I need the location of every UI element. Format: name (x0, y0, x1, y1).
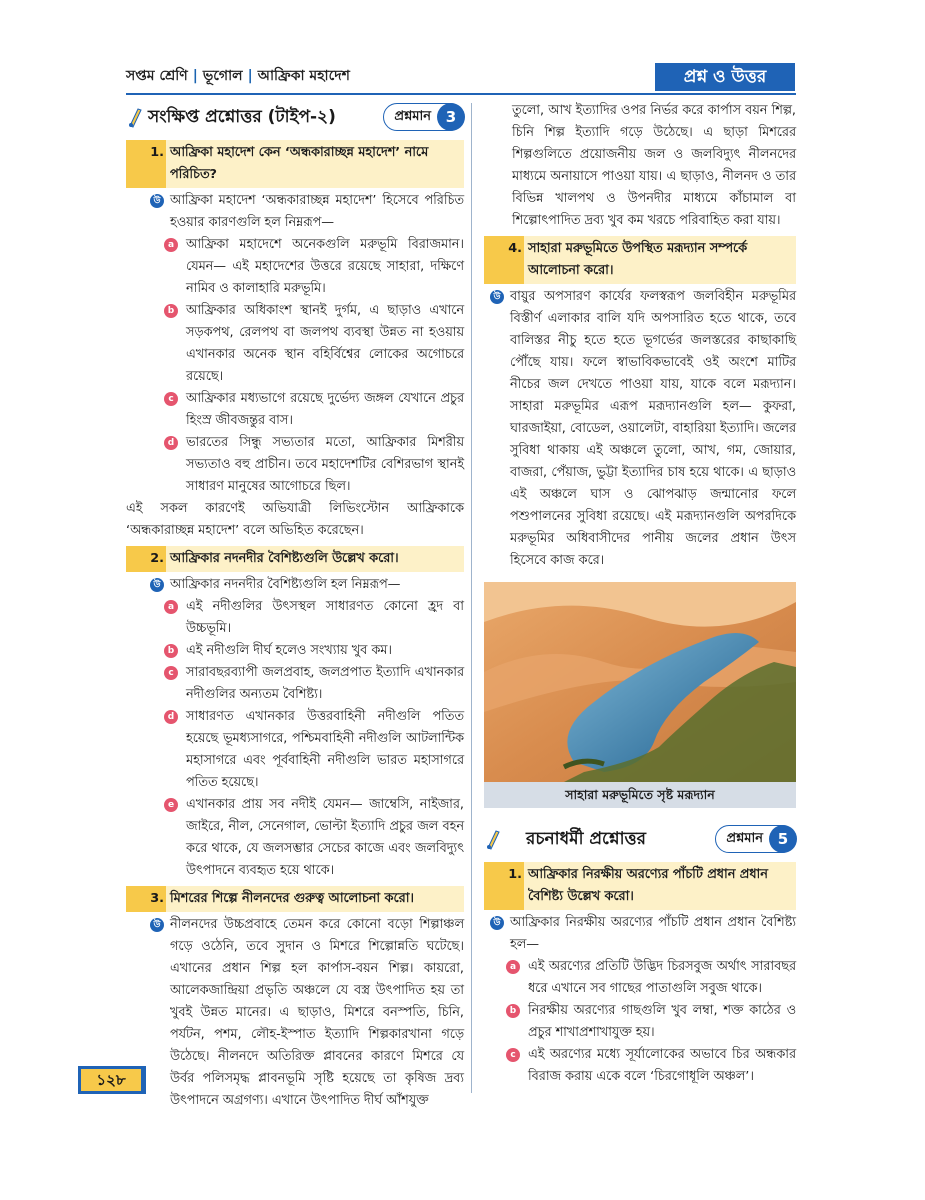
section-header-short (126, 100, 464, 134)
list-item-text: এই নদীগুলি দীর্ঘ হলেও সংখ্যায় খুব কম। (186, 643, 392, 658)
oasis-figure (484, 582, 796, 808)
answer-5 (484, 912, 796, 956)
answer-text: নীলনদের উচ্চপ্রবাহে তেমন করে কোনো বড়ো শিল্পাঞ্চল গড়ে ওঠেনি, তবে সুদান ও মিশরে শিল্পোন্নতি ঘটেছে। এখানের প্রধান শিল্প হল কার্পাস-বয়ন শিল্প। কায়রো, আলেকজান্দ্রিয়া প্রভৃতি অঞ্চলে যে বস্ত্র উৎপাদিত হয় তা খুবই উন্নত মানের। এ ছাড়াও, মিশরে বনস্পতি, চিনি, পর্যটন, পশম, লৌহ-ইস্পাত ইত্যাদি শিল্পকারখানা গড়ে উঠেছে। নীলনদে অতিরিক্ত প্লাবনের কারণে মিশরে যে উর্বর পলিসমৃদ্ধ প্লাবনভূমি সৃষ্টি হয়েছে তা কৃষিজ দ্রব্য উৎপাদনে অগ্রগণ্য। এখানে উৎপাদিত দীর্ঘ আঁশযুক্ত (170, 917, 464, 1108)
answer-3 (126, 914, 464, 1112)
answer-icon: উ (150, 578, 164, 592)
bullet-a: a (506, 960, 520, 974)
bullet-d: d (164, 436, 178, 450)
list-item-text: ভারতের সিন্ধু সভ্যতার মতো, আফ্রিকার মিশরীয় সভ্যতাও বহু প্রাচীন। তবে মহাদেশটির বেশিরভাগ স্থানই সাধারণ মানুষের আগোচরে ছিল। (186, 435, 464, 494)
answer-text: আফ্রিকা মহাদেশ ‘অন্ধকারাচ্ছন্ন মহাদেশ’ হিসেবে পরিচিত হওয়ার কারণগুলি হল নিম্নরূপ— (170, 193, 464, 230)
running-header: সপ্তম শ্রেণি | ভূগোল | আফ্রিকা মহাদেশ (126, 68, 350, 84)
question-text: আফ্রিকার নদনদীর বৈশিষ্ট্যগুলি উল্লেখ করো। (170, 551, 399, 566)
header-rule (126, 93, 796, 95)
marks-badge (383, 103, 464, 131)
section-title-text: রচনাধর্মী প্রশ্নোত্তর (526, 829, 647, 849)
figure-caption: সাহারা মরুভূমিতে সৃষ্ট মরূদ্যান (484, 782, 796, 808)
page-number: ১২৮ (81, 1069, 141, 1091)
question-number: 1. (508, 867, 522, 882)
question-1 (126, 140, 464, 188)
list-item (506, 956, 796, 1000)
list-item (164, 706, 464, 794)
bullet-c: c (506, 1048, 520, 1062)
question-5 (484, 862, 796, 910)
bullet-c: c (164, 392, 178, 406)
answer-1-conclusion: এই সকল কারণেই অভিযাত্রী লিভিংস্টোন আফ্রিকাকে ‘অন্ধকারাচ্ছন্ন মহাদেশ’ বলে অভিহিত করেছেন। (126, 501, 464, 538)
answer-1-points (126, 234, 464, 498)
list-item-text: এই অরণ্যের মধ্যে সূর্যালোকের অভাবে চির অন্ধকার বিরাজ করায় একে বলে ‘চিরগোধূলি অঞ্চল’। (528, 1047, 796, 1084)
answer-4 (484, 286, 796, 572)
answer-icon: উ (490, 916, 504, 930)
list-item-text: সারাবছরব্যাপী জলপ্রবাহ, জলপ্রপাত ইত্যাদি এখানকার নদীগুলির অন্যতম বৈশিষ্ট্য। (186, 665, 464, 702)
list-item (164, 596, 464, 640)
question-2 (126, 546, 464, 572)
list-item-text: আফ্রিকা মহাদেশে অনেকগুলি মরুভূমি বিরাজমান। যেমন— এই মহাদেশের উত্তরে রয়েছে সাহারা, দক্ষিণে নামিব ও কালাহারি মরুভূমি। (186, 237, 464, 296)
list-item-text: নিরক্ষীয় অরণ্যের গাছগুলি খুব লম্বা, শক্ত কাঠের ও প্রচুর শাখাপ্রশাখাযুক্ত হয়। (528, 1003, 796, 1040)
question-text: আফ্রিকার নিরক্ষীয় অরণ্যের পাঁচটি প্রধান প্রধান বৈশিষ্ট্য উল্লেখ করো। (528, 867, 768, 904)
section-title-text: সংক্ষিপ্ত প্রশ্নোত্তর (টাইপ-২) (148, 107, 336, 127)
answer-text: আফ্রিকার নদনদীর বৈশিষ্ট্যগুলি হল নিম্নরূপ— (170, 577, 401, 592)
section-header-long (484, 822, 796, 856)
list-item-text: সাধারণত এখানকার উত্তরবাহিনী নদীগুলি পতিত হয়েছে ভূমধ্যসাগরে, পশ্চিমবাহিনী নদীগুলি আটলান্টিক মহাসাগরে এবং পূর্ববাহিনী নদীগুলি ভারত মহাসাগরে পতিত হয়েছে। (186, 709, 464, 790)
pen-icon (484, 828, 502, 850)
section-title (126, 106, 336, 128)
list-item-text: এই নদীগুলির উৎসস্থল সাধারণত কোনো হ্রদ বা উচ্চভূমি। (186, 599, 464, 636)
answer-5-points (484, 956, 796, 1088)
column-divider (471, 103, 472, 1093)
list-item (164, 640, 464, 662)
answer-icon: উ (150, 194, 164, 208)
list-item (506, 1044, 796, 1088)
bullet-d: d (164, 710, 178, 724)
answer-2 (126, 574, 464, 596)
answer-text: বায়ুর অপসারণ কার্যের ফলস্বরূপ জলবিহীন মরুভূমির বিস্তীর্ণ এলাকার বালি যদি অপসারিত হতে থাকে, তবে বালিস্তর নীচু হতে হতে ভূগর্ভের জলস্তরের কাছাকাছি পৌঁছে যায়। ফলে স্বাভাবিকভাবেই ওই অংশে মাটির নীচের জল দেখতে পাওয়া যায়, যাকে বলে মরূদ্যান। সাহারা মরুভূমির এরূপ মরূদ্যানগুলি হল— কুফরা, ঘারজাইয়া, বোডেল, ওয়ালেটা, বাহারিয়া ইত্যাদি। জলের সুবিধা থাকায় এই অঞ্চলে তুলো, আখ, গম, জোয়ার, বাজরা, পেঁয়াজ, ভুট্টা ইত্যাদির চাষ হয়ে থাকে। এ ছাড়াও এই অঞ্চলে ঘাস ও ঝোপঝাড় জন্মানোর ফলে পশুপালনের সুবিধা রয়েছে। এই মরূদ্যানগুলি অপরদিকে মরুভূমির অধিবাসীদের পানীয় জলের প্রধান উৎস হিসেবে কাজ করে। (510, 289, 796, 568)
list-item (506, 1000, 796, 1044)
header-subject: ভূগোল (202, 68, 243, 84)
bullet-a: a (164, 238, 178, 252)
question-4 (484, 236, 796, 284)
marks-label: প্রশ্নমান (394, 109, 431, 124)
question-text: মিশরের শিল্পে নীলনদের গুরুত্ব আলোচনা করো। (170, 891, 414, 906)
pen-icon (126, 106, 144, 128)
right-column (484, 100, 796, 1088)
bullet-b: b (164, 644, 178, 658)
list-item (164, 234, 464, 300)
marks-value: 5 (769, 825, 797, 853)
question-3 (126, 886, 464, 912)
list-item (164, 300, 464, 388)
header-class: সপ্তম শ্রেণি (126, 68, 188, 84)
question-text: সাহারা মরুভূমিতে উপস্থিত মরূদ্যান সম্পর্কে আলোচনা করো। (528, 241, 748, 278)
list-item-text: আফ্রিকার মধ্যভাগে রয়েছে দুর্ভেদ্য জঙ্গল যেখানে প্রচুর হিংস্র জীবজন্তুর বাস। (186, 391, 464, 428)
marks-value: 3 (437, 103, 465, 131)
answer-text: আফ্রিকার নিরক্ষীয় অরণ্যের পাঁচটি প্রধান প্রধান বৈশিষ্ট্য হল— (510, 915, 796, 952)
list-item-text: এখানকার প্রায় সব নদীই যেমন— জাম্বেসি, নাইজার, জাইরে, নীল, সেনেগাল, ভোল্টা ইত্যাদি প্রচুর জল বহন করে থাকে, যে জলসম্ভার সেচের কাজে এবং জলবিদ্যুৎ উৎপাদনে ব্যবহৃত হয়ে থাকে। (186, 797, 464, 878)
answer-1 (126, 190, 464, 234)
bullet-e: e (164, 798, 178, 812)
list-item (164, 794, 464, 882)
oasis-photo (484, 582, 796, 782)
list-item-text: এই অরণ্যের প্রতিটি উদ্ভিদ চিরসবুজ অর্থাৎ সারাবছর ধরে এখানে সব গাছের পাতাগুলি সবুজ থাকে। (528, 959, 796, 996)
header-chapter: আফ্রিকা মহাদেশ (257, 68, 350, 84)
answer-icon: উ (490, 290, 504, 304)
answer-icon: উ (150, 918, 164, 932)
header-label-badge: প্রশ্ন ও উত্তর (655, 63, 795, 91)
list-item (164, 388, 464, 432)
marks-label: প্রশ্নমান (726, 831, 763, 846)
answer-2-points (126, 596, 464, 882)
question-number: 1. (150, 145, 164, 160)
question-text: আফ্রিকা মহাদেশ কেন ‘অন্ধকারাচ্ছন্ন মহাদেশ’ নামে পরিচিত? (170, 145, 429, 182)
bullet-b: b (164, 304, 178, 318)
bullet-a: a (164, 600, 178, 614)
bullet-c: c (164, 666, 178, 680)
question-number: 2. (150, 551, 164, 566)
question-number: 4. (508, 241, 522, 256)
section-title (484, 828, 646, 850)
left-column (126, 100, 464, 1112)
list-item-text: আফ্রিকার অধিকাংশ স্থানই দুর্গম, এ ছাড়াও এখানে সড়কপথ, রেলপথ বা জলপথ ব্যবস্থা উন্নত না হওয়ায় এখানকার অনেক স্থান বহির্বিশ্বের লোকের অগোচরে রয়েছে। (186, 303, 464, 384)
list-item (164, 662, 464, 706)
marks-badge (715, 825, 796, 853)
question-number: 3. (150, 891, 164, 906)
bullet-b: b (506, 1004, 520, 1018)
page-number-tab (78, 1066, 146, 1094)
answer-3-continued: তুলো, আখ ইত্যাদির ওপর নির্ভর করে কার্পাস বয়ন শিল্প, চিনি শিল্প ইত্যাদি গড়ে উঠেছে। এ ছাড়া মিশরের শিল্পগুলিতে প্রয়োজনীয় জল ও জলবিদ্যুৎ নীলনদের মাধ্যমে অনায়াসে পাওয়া যায়। এ ছাড়াও, নীলনদ ও তার বিভিন্ন খালপথ ও উপনদীর মাধ্যমে কাঁচামাল বা শিল্পোৎপাদিত দ্রব্য খুব কম খরচে পরিবাহিত করা যায়। (512, 103, 796, 228)
list-item (164, 432, 464, 498)
